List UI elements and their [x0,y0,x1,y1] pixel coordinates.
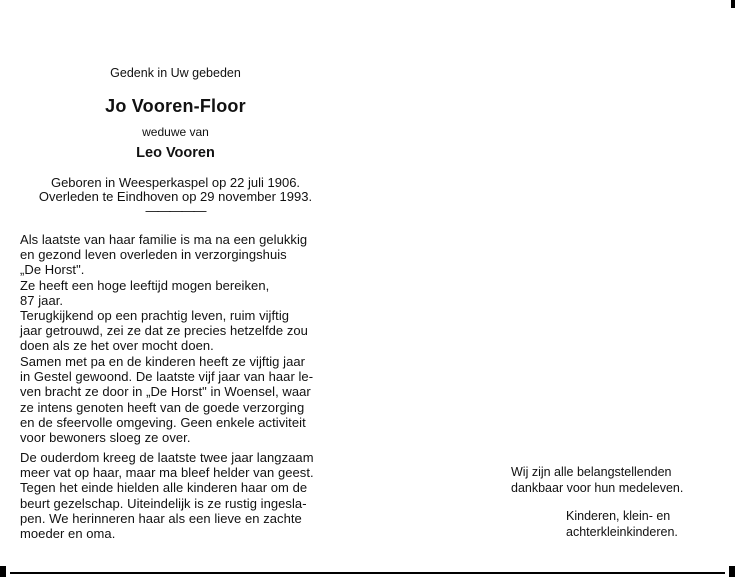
bottom-rule [10,572,725,574]
spouse-name: Leo Vooren [136,145,215,161]
paragraph-1: Als laatste van haar familie is ma na een gelukkig en gezond leven overleden in verzorgingshuis „De Horst". Ze heeft een hoge leeftijd mogen bereiken, 87 jaar. Terugkijkend op een prachtig leven, ruim vijftig jaar getrouwd, zei ze dat ze precies hetzelfde zou doen als ze het over mocht doen. [20,232,308,354]
crop-mark-right [729,566,735,577]
crop-mark-left [0,566,6,577]
separator: ————— [145,203,206,218]
dates-block [18,176,333,204]
deceased-name: Jo Vooren-Floor [105,96,246,116]
paragraph-2: Samen met pa en de kinderen heeft ze vijftig jaar in Gestel gewoond. De laatste vijf jaar van haar le- ven bracht ze door in „De Horst" in Woensel, waar ze intens genoten heeft van de goede verzorging en de sfeervolle omgeving. Geen enkele activiteit voor bewoners sloeg ze over. [20,354,314,446]
relation-line: weduwe van [142,125,209,139]
signature-text: Kinderen, klein- en achterkleinkinderen. [566,509,678,539]
birth-line: Geboren in Weesperkaspel op 22 juli 1906. [50,175,301,190]
intro-line: Gedenk in Uw gebeden [110,66,241,80]
death-line: Overleden te Eindhoven op 29 november 1993. [38,189,313,204]
paragraph-3: De ouderdom kreeg de laatste twee jaar langzaam meer vat op haar, maar ma bleef helder van geest. Tegen het einde hielden alle kinderen haar om de beurt gezelschap. Uiteindelijk is ze rustig ingesla- pen. We herinneren haar als een lieve en zachte moeder en oma. [20,450,314,542]
thanks-text: Wij zijn alle belangstellenden dankbaar voor hun medeleven. [511,465,684,495]
corner-mark [731,0,735,8]
